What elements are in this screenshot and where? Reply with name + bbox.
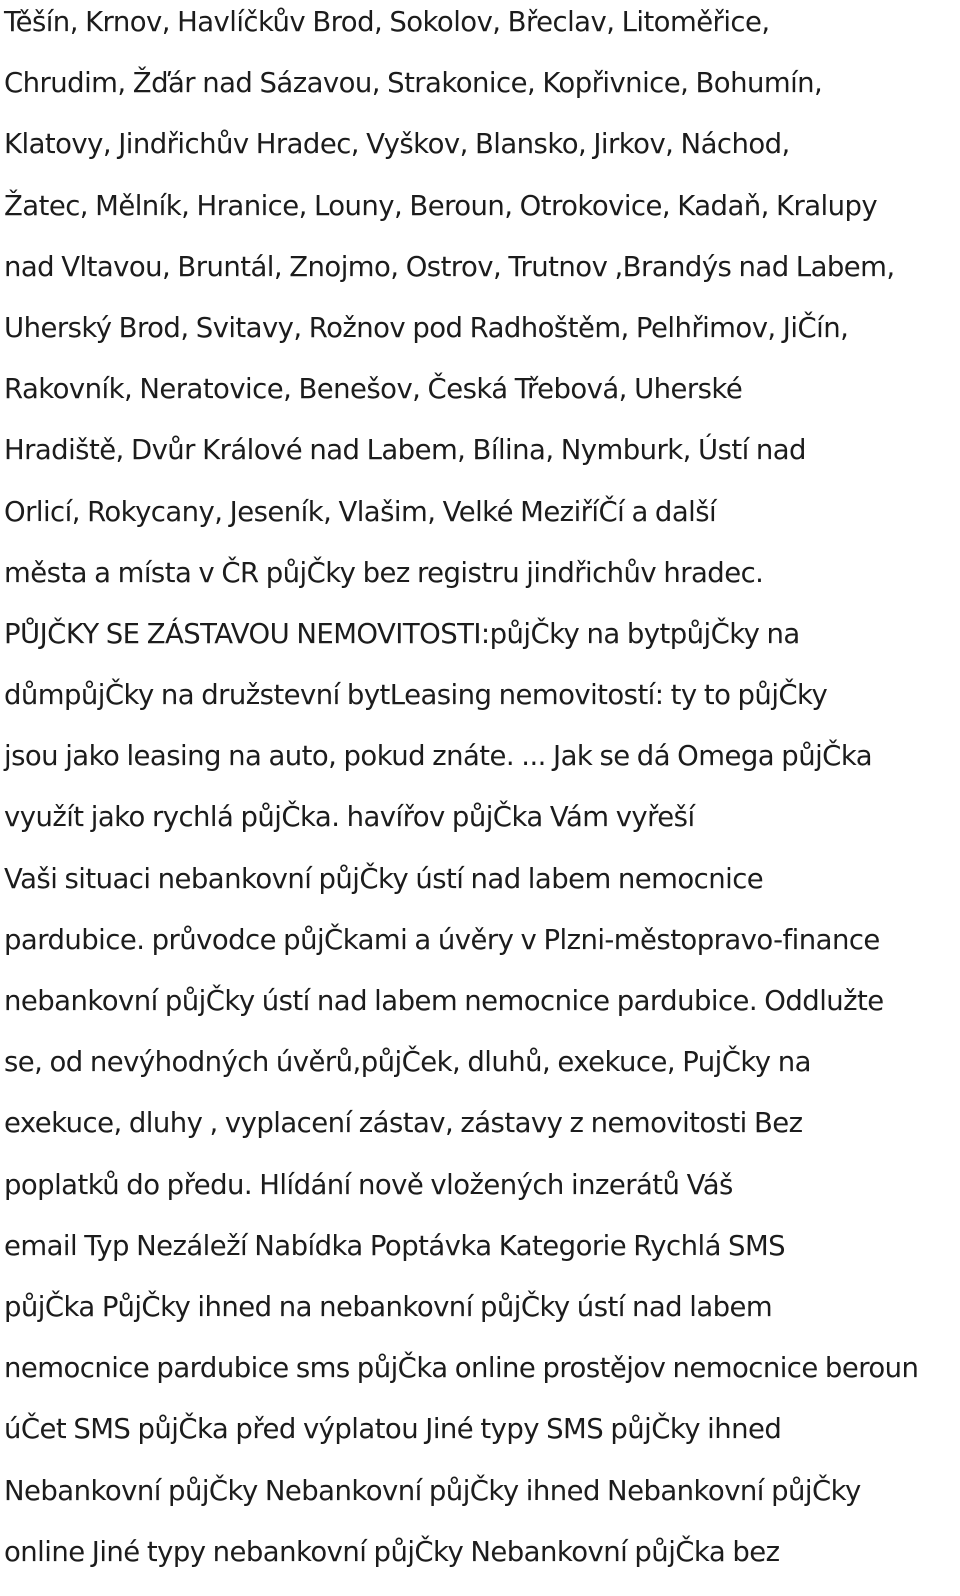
text-line: Uherský Brod, Svitavy, Rožnov pod Radhoštěm, Pelhřimov, JiČín, (4, 311, 849, 344)
text-line: PŮJČKY SE ZÁSTAVOU NEMOVITOSTI:půjČky na bytpůjČky na (4, 617, 800, 650)
text-line: využít jako rychlá půjČka. havířov půjČka Vám vyřeší (4, 801, 695, 834)
text-line: pardubice. průvodce půjČkami a úvěry v Plzni-městopravo-finance (4, 923, 880, 956)
text-line: Klatovy, Jindřichův Hradec, Vyškov, Blansko, Jirkov, Náchod, (4, 128, 790, 161)
text-line: Těšín, Krnov, Havlíčkův Brod, Sokolov, Břeclav, Litoměřice, (4, 6, 770, 38)
text-line: Orlicí, Rokycany, Jeseník, Vlašim, Velké MeziříČí a další (4, 495, 717, 528)
text-line: půjČka PůjČky ihned na nebankovní půjČky ústí nad labem (4, 1290, 773, 1323)
text-line: email Typ Nezáleží Nabídka Poptávka Kategorie Rychlá SMS (4, 1229, 786, 1262)
text-line: Žatec, Mělník, Hranice, Louny, Beroun, Otrokovice, Kadaň, Kralupy (4, 189, 878, 222)
text-line: Hradiště, Dvůr Králové nad Labem, Bílina, Nymburk, Ústí nad (4, 434, 806, 467)
text-line: poplatků do předu. Hlídání nově vložených inzerátů Váš (4, 1168, 733, 1201)
text-line: města a místa v ČR půjČky bez registru jindřichův hradec. (4, 556, 764, 589)
text-line: nebankovní půjČky ústí nad labem nemocnice pardubice. Oddlužte (4, 985, 884, 1017)
text-line: Rakovník, Neratovice, Benešov, Česká Třebová, Uherské (4, 373, 743, 406)
text-line: jsou jako leasing na auto, pokud znáte. ... Jak se dá Omega půjČka (4, 740, 873, 773)
text-line: úČet SMS půjČka před výplatou Jiné typy SMS půjČky ihned (4, 1413, 782, 1446)
text-line: Nebankovní půjČky Nebankovní půjČky ihned Nebankovní půjČky (4, 1474, 861, 1507)
text-line: důmpůjČky na družstevní bytLeasing nemovitostí: ty to půjČky (4, 679, 828, 712)
text-line: se, od nevýhodných úvěrů,půjČek, dluhů, exekuce, PujČky na (4, 1046, 811, 1079)
text-line: exekuce, dluhy , vyplacení zástav, zástavy z nemovitosti Bez (4, 1107, 803, 1140)
text-line: online Jiné typy nebankovní půjČky Nebankovní půjČka bez (4, 1535, 780, 1568)
text-line: nad Vltavou, Bruntál, Znojmo, Ostrov, Trutnov ,Brandýs nad Labem, (4, 250, 895, 283)
text-line: Chrudim, Žďár nad Sázavou, Strakonice, Kopřivnice, Bohumín, (4, 67, 823, 100)
text-line: Vaši situaci nebankovní půjČky ústí nad labem nemocnice (4, 862, 764, 895)
text-line: nemocnice pardubice sms půjČka online prostějov nemocnice beroun (4, 1352, 919, 1385)
body-text (4, 0, 960, 1591)
